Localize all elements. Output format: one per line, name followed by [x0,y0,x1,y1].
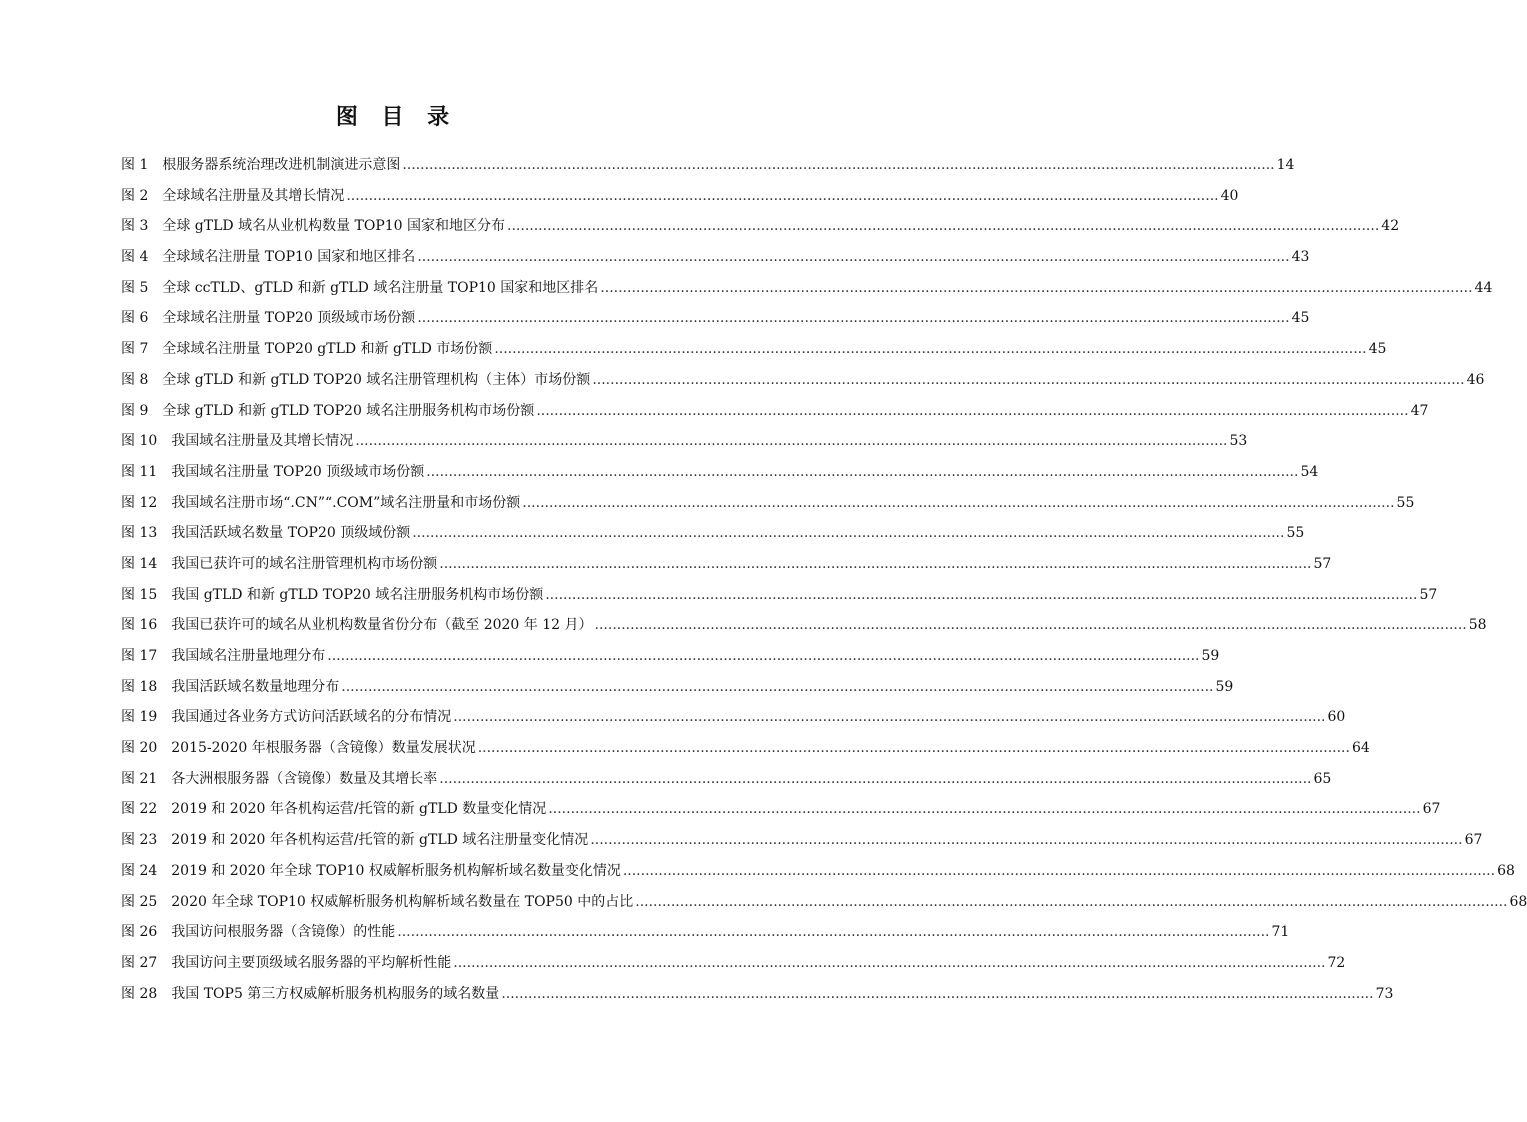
toc-entry[interactable] [121,150,1295,181]
page-number: 54 [1300,463,1319,480]
toc-entry[interactable] [121,825,1483,856]
page-number: 67 [1422,801,1441,818]
toc-entry[interactable] [121,672,1234,703]
toc-entry[interactable] [121,610,1487,641]
figure-title: 我国域名注册市场“.CN”“.COM”域名注册量和市场份额 [171,494,521,511]
page-number: 65 [1313,770,1332,787]
figure-title: 全球域名注册量及其增长情况 [162,187,345,204]
page-title: 图 目 录 [335,105,458,130]
page-number: 14 [1276,157,1295,173]
figure-number: 图 26 [121,924,158,941]
toc-entry[interactable] [121,856,1515,887]
figure-number: 图 13 [121,525,158,542]
page-number: 43 [1291,249,1310,266]
toc-entry[interactable] [121,365,1485,396]
toc-entry[interactable] [121,917,1290,948]
figure-number: 图 28 [121,985,158,1002]
figure-number: 图 1 [121,157,149,173]
dot-leader [501,979,1373,1010]
page-number: 73 [1375,985,1394,1002]
dot-leader [426,457,1298,488]
dot-leader [355,426,1227,457]
toc-entry[interactable] [121,181,1239,212]
figure-title: 我国域名注册量地理分布 [171,648,326,664]
toc-entry[interactable] [121,887,1527,918]
figure-number: 图 16 [121,617,158,634]
figure-list [121,150,1527,1009]
figure-title: 我国已获许可的域名从业机构数量省份分布（截至 2020 年 12 月） [171,617,593,634]
toc-entry[interactable] [121,334,1387,365]
dot-leader [402,150,1274,181]
figure-title: 我国活跃域名数量地理分布 [171,678,340,695]
toc-entry[interactable] [121,641,1220,672]
page-number: 46 [1466,371,1485,388]
page-number: 40 [1220,187,1239,204]
toc-entry[interactable] [121,702,1346,733]
figure-number: 图 4 [121,249,149,266]
figure-number: 图 22 [121,801,158,818]
toc-entry[interactable] [121,457,1319,488]
figure-number: 图 6 [121,310,149,327]
toc-entry[interactable] [121,549,1332,580]
figure-title: 我国 gTLD 和新 gTLD TOP20 域名注册服务机构市场份额 [171,586,544,603]
toc-entry[interactable] [121,303,1310,334]
toc-entry[interactable] [121,488,1415,519]
toc-entry[interactable] [121,733,1370,764]
figure-number: 图 7 [121,341,149,358]
figure-title: 我国已获许可的域名注册管理机构市场份额 [171,555,438,572]
figure-title: 2019 和 2020 年各机构运营/托管的新 gTLD 数量变化情况 [171,801,547,818]
dot-leader [635,887,1507,918]
dot-leader [494,334,1366,365]
figure-title: 我国活跃域名数量 TOP20 顶级域份额 [171,525,411,542]
page-number: 58 [1468,617,1487,634]
toc-entry[interactable] [121,211,1400,242]
page-number: 57 [1419,586,1438,603]
toc-entry[interactable] [121,242,1310,273]
figure-number: 图 12 [121,494,158,511]
figure-number: 图 9 [121,402,149,419]
figure-title: 我国通过各业务方式访问活跃域名的分布情况 [171,709,452,726]
toc-entry[interactable] [121,948,1346,979]
page-number: 55 [1286,525,1305,542]
figure-number: 图 27 [121,954,158,971]
figure-title: 根服务器系统治理改进机制演进示意图 [162,157,401,173]
figure-title: 2019 和 2020 年各机构运营/托管的新 gTLD 域名注册量变化情况 [171,832,589,849]
toc-entry[interactable] [121,794,1441,825]
dot-leader [545,580,1417,611]
toc-entry[interactable] [121,580,1438,611]
figure-title: 全球域名注册量 TOP20 gTLD 和新 gTLD 市场份额 [162,341,493,358]
toc-entry[interactable] [121,426,1248,457]
toc-entry[interactable] [121,273,1493,304]
figure-title: 2019 和 2020 年全球 TOP10 权威解析服务机构解析域名数量变化情况 [171,862,621,879]
figure-title: 全球域名注册量 TOP10 国家和地区排名 [162,249,416,266]
page-number: 68 [1497,862,1515,879]
figure-number: 图 21 [121,770,158,787]
dot-leader [595,610,1467,641]
dot-leader [439,549,1311,580]
page-number: 72 [1327,954,1346,971]
page-number: 68 [1509,893,1527,910]
dot-leader [623,856,1495,887]
figure-number: 图 19 [121,709,158,726]
figure-title: 我国域名注册量及其增长情况 [171,433,354,450]
page-number: 47 [1410,402,1429,419]
figure-number: 图 23 [121,832,158,849]
figure-title: 全球 gTLD 和新 gTLD TOP20 域名注册管理机构（主体）市场份额 [162,371,591,388]
dot-leader [397,917,1269,948]
page-number: 64 [1351,740,1370,757]
toc-entry[interactable] [121,979,1394,1010]
figure-number: 图 10 [121,433,158,450]
dot-leader [548,794,1420,825]
figure-title: 我国访问主要顶级域名服务器的平均解析性能 [171,954,452,971]
figure-number: 图 5 [121,279,149,296]
page-number: 67 [1464,832,1483,849]
dot-leader [341,672,1213,703]
figure-number: 图 15 [121,586,158,603]
dot-leader [453,948,1325,979]
figure-number: 图 25 [121,893,158,910]
figure-title: 2015-2020 年根服务器（含镜像）数量发展状况 [171,740,476,757]
toc-entry[interactable] [121,396,1429,427]
figure-number: 图 3 [121,218,149,235]
dot-leader [592,365,1464,396]
dot-leader [453,702,1325,733]
dot-leader [590,825,1462,856]
page-number: 45 [1291,310,1310,327]
figure-title: 全球域名注册量 TOP20 顶级域市场份额 [162,310,416,327]
figure-number: 图 17 [121,648,158,664]
figure-number: 图 18 [121,678,158,695]
page-number: 44 [1474,279,1493,296]
dot-leader [346,181,1218,212]
dot-leader [478,733,1350,764]
figure-number: 图 11 [121,463,158,480]
dot-leader [412,518,1284,549]
figure-number: 图 24 [121,862,158,879]
figure-number: 图 14 [121,555,158,572]
figure-number: 图 2 [121,187,149,204]
dot-leader [439,764,1311,795]
toc-entry[interactable] [121,518,1305,549]
figure-title: 全球 gTLD 和新 gTLD TOP20 域名注册服务机构市场份额 [162,402,535,419]
figure-title: 2020 年全球 TOP10 权威解析服务机构解析域名数量在 TOP50 中的占比 [171,893,634,910]
dot-leader [327,641,1199,672]
figure-title: 全球 gTLD 域名从业机构数量 TOP10 国家和地区分布 [162,218,506,235]
page-number: 53 [1229,433,1248,450]
page-number: 42 [1381,218,1400,235]
figure-title: 我国 TOP5 第三方权威解析服务机构服务的域名数量 [171,985,500,1002]
page-number: 55 [1396,494,1415,511]
page-number: 57 [1313,555,1332,572]
dot-leader [417,242,1289,273]
figure-number: 图 20 [121,740,158,757]
dot-leader [522,488,1394,519]
figure-title: 我国访问根服务器（含镜像）的性能 [171,924,396,941]
toc-entry[interactable] [121,764,1332,795]
page-number: 45 [1368,341,1387,358]
dot-leader [507,211,1379,242]
figure-title: 全球 ccTLD、gTLD 和新 gTLD 域名注册量 TOP10 国家和地区排名 [162,279,599,296]
dot-leader [417,303,1289,334]
figure-title: 各大洲根服务器（含镜像）数量及其增长率 [171,770,438,787]
page-number: 60 [1327,709,1346,726]
page-number: 59 [1215,678,1234,695]
dot-leader [600,273,1472,304]
figure-number: 图 8 [121,371,149,388]
dot-leader [536,396,1408,427]
figure-title: 我国域名注册量 TOP20 顶级域市场份额 [171,463,425,480]
page-number: 59 [1201,648,1220,664]
page-number: 71 [1271,924,1290,941]
